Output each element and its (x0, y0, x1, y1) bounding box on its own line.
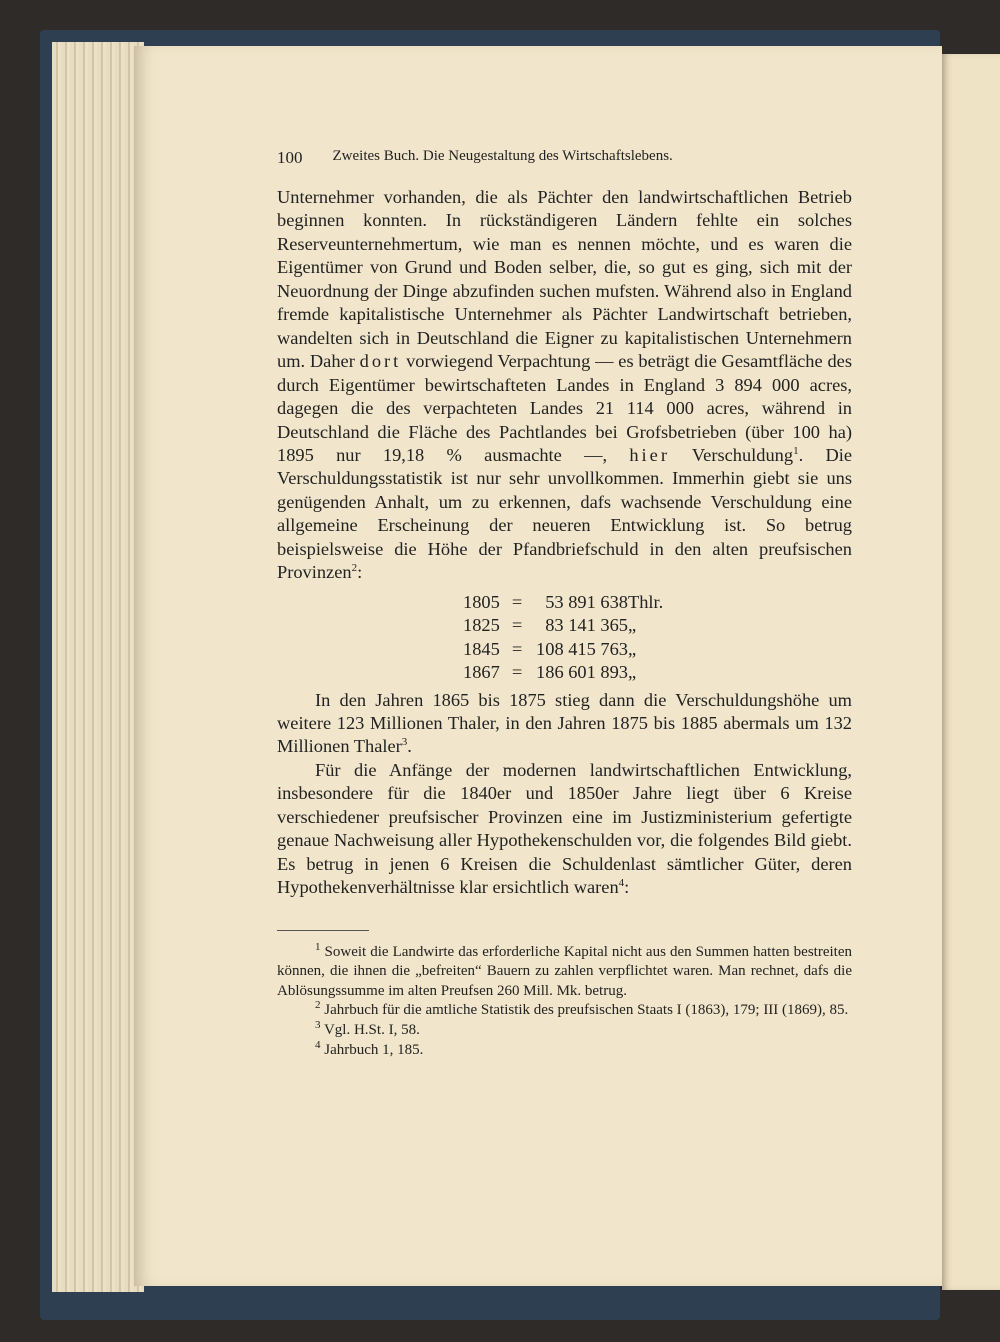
table-cell-amount: 186 601 893 (536, 662, 628, 683)
footnote-divider (277, 930, 369, 931)
footnotes (277, 940, 852, 1061)
table-cell-unit: „ (628, 638, 637, 659)
table-cell-unit: „ (628, 662, 637, 683)
footnote (277, 1038, 852, 1061)
table-cell-year: 1867 (463, 662, 500, 683)
table-cell-unit: „ (628, 615, 637, 636)
page-number: 100 (277, 148, 303, 167)
table-cell-year: 1825 (463, 615, 500, 636)
body-text (277, 186, 852, 900)
page-edges (52, 42, 144, 1292)
footnote-text: Soweit die Landwirte das erforderliche Kapital nicht aus den Summen hatten bestreiten können, die ihnen die „befreiten“ Bauern zu zahlen verpflichtet waren. Man rechnet, dafs die Ablösungssumme im alten Preufsen 260 Mill. Mk. betrug. (277, 943, 852, 999)
table-row (463, 638, 663, 661)
running-title: Zweites Buch. Die Neugestaltung des Wirtschaftslebens. (332, 148, 673, 164)
table-cell-year: 1845 (463, 638, 500, 659)
footnote (277, 1018, 852, 1041)
table-cell-year: 1805 (463, 591, 500, 612)
footnote-number: 3 (315, 1018, 321, 1031)
table-cell-amount: 83 141 365 (545, 615, 628, 636)
facing-page (942, 54, 1000, 1290)
running-header (277, 148, 852, 186)
table-cell-amount: 53 891 638 (545, 591, 628, 612)
paragraph: In den Jahren 1865 bis 1875 stieg dann die Verschuldungshöhe um weitere 123 Millionen Thaler, in den Jahren 1875 bis 1885 abermals um 132 Millionen Thaler$^3$. (277, 689, 852, 757)
debt-table (463, 591, 663, 685)
table-row (463, 591, 663, 614)
footnote-number: 4 (315, 1038, 321, 1051)
footnote-number: 1 (315, 940, 321, 953)
footnote-number: 2 (315, 999, 321, 1012)
paragraph: Für die Anfänge der modernen landwirtschaftlichen Entwicklung, insbesondere für die 1840er und 1850er Jahre liegt über 6 Kreise verschiedener preufsischer Provinzen eine im Justizministerium gefertigte genaue Nachweisung aller Hypothekenschulden vor, die folgendes Bild giebt. Es betrug in jenen 6 Kreisen die Schuldenlast sämtlicher Güter, deren Hypothekenverhältnisse klar ersichtlich waren$^4$: (277, 759, 852, 898)
table-cell-eq: = (511, 638, 523, 659)
footnote-text: Vgl. H.St. I, 58. (320, 1021, 420, 1038)
spaced-word: dort (359, 351, 402, 372)
page-content (277, 148, 852, 1060)
table-row (463, 661, 663, 684)
footnote-ref[interactable]: 2 (351, 562, 358, 575)
table-cell-eq: = (511, 615, 523, 636)
footnote-text: Jahrbuch 1, 185. (320, 1041, 424, 1058)
footnote-text: Jahrbuch für die amtliche Statistik des preufsischen Staats I (1863), 179; III (1869), 85. (320, 1002, 849, 1019)
table-row (463, 614, 663, 637)
table-cell-eq: = (511, 662, 523, 683)
table-cell-eq: = (511, 591, 523, 612)
footnote-ref[interactable]: 3 (401, 736, 408, 749)
footnote-ref[interactable]: 4 (618, 877, 625, 890)
table-cell-amount: 108 415 763 (536, 638, 628, 659)
footnote (277, 940, 852, 1002)
paragraph: Unternehmer vorhanden, die als Pächter den landwirtschaftlichen Betrieb beginnen konnten. In rückständigeren Ländern fehlte ein solches Reserveunternehmertum, wie man es nennen möchte, und es waren die Eigentümer von Grund und Boden selber, die, so gut es ging, sich mit der Neuordnung der Dinge abzufinden suchen mufsten. Während also in England fremde kapitalistische Unternehmer als Pächter Landwirtschaft betrieben, wandelten sich in Deutschland die Eigner zu kapitalistischen Unternehmern um. Daher dort vorwiegend Verpachtung — es beträgt die Gesamtfläche des durch Eigentümer bewirtschafteten Landes in England 3 894 000 acres, dagegen die des verpachteten Landes 21 114 000 acres, während in Deutschland die Fläche des Pachtlandes bei Grofsbetrieben (über 100 ha) 1895 nur 19,18 % ausmachte —, hier Verschuldung$^1$. Die Verschuldungsstatistik ist nur sehr unvollkommen. Immerhin giebt sie uns genügenden Anhalt, um zu erkennen, dafs wachsende Verschuldung eine allgemeine Erscheinung der neueren Entwicklung ist. So betrug beispielsweise die Höhe der Pfandbriefschuld in den alten preufsischen Provinzen$^2$: (277, 187, 853, 583)
spaced-word: hier (629, 444, 670, 465)
footnote (277, 1001, 852, 1021)
table-cell-unit: Thlr. (628, 591, 664, 612)
footnote-ref[interactable]: 1 (793, 444, 799, 457)
